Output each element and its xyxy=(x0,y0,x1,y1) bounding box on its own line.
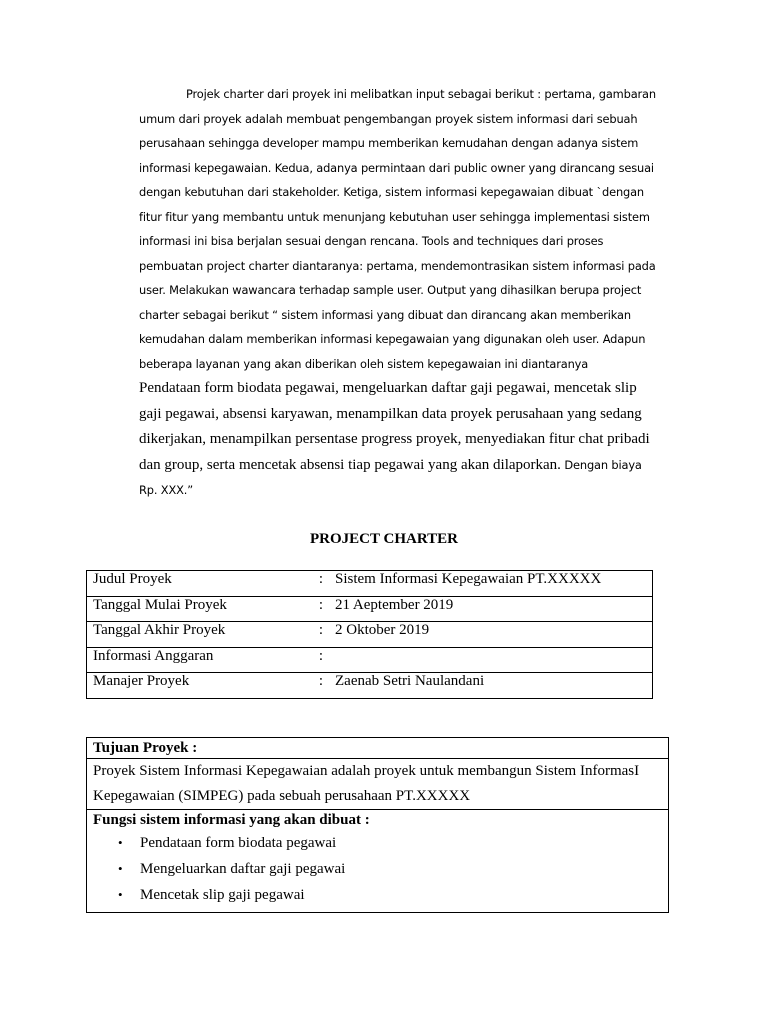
intro-line: informasi kepegawaian. Kedua, adanya permintaan dari public owner yang dirancang sesuai xyxy=(139,160,654,175)
table-row xyxy=(87,571,653,597)
row-label: Manajer Proyek xyxy=(87,673,314,699)
bullet-icon: • xyxy=(118,861,123,876)
goal-description-line: Proyek Sistem Informasi Kepegawaian adalah proyek untuk membangun Sistem InformasI xyxy=(93,763,640,779)
intro-line: pembuatan project charter diantaranya: pertama, mendemontrasikan sistem informasi pada xyxy=(139,258,656,273)
row-value xyxy=(329,647,653,673)
intro-line: user. Melakukan wawancara terhadap sample user. Output yang dihasilkan berupa project xyxy=(139,283,642,297)
row-separator: : xyxy=(313,571,329,597)
page-title: PROJECT CHARTER xyxy=(310,531,458,547)
intro-line: umum dari proyek adalah membuat pengembangan proyek sistem informasi dari sebuah xyxy=(139,111,638,126)
list-item-text: Mencetak slip gaji pegawai xyxy=(140,887,305,903)
functions-list xyxy=(93,830,662,912)
cost-value: Rp. XXX.” xyxy=(139,483,193,497)
list-item xyxy=(93,882,662,908)
bullet-icon: • xyxy=(118,835,123,850)
services-last-line xyxy=(139,453,679,479)
row-value: Sistem Informasi Kepegawaian PT.XXXXX xyxy=(329,571,653,597)
intro-line: kemudahan dalam memberikan informasi kepegawaian yang digunakan oleh user. Adapun xyxy=(139,332,646,346)
row-label: Tanggal Mulai Proyek xyxy=(87,596,314,622)
intro-line: charter sebagai berikut “ sistem informasi yang dibuat dan dirancang akan memberikan xyxy=(139,307,631,322)
row-label: Tanggal Akhir Proyek xyxy=(87,622,314,648)
row-label: Informasi Anggaran xyxy=(87,647,314,673)
table-row xyxy=(87,647,653,673)
intro-line: beberapa layanan yang akan diberikan oleh sistem kepegawaian ini diantaranya xyxy=(139,356,589,371)
intro-line: informasi ini bisa berjalan sesuai dengan rencana. Tools and techniques dari proses xyxy=(139,234,604,248)
services-line: dikerjakan, menampilkan persentase progress proyek, menyediakan fitur chat pribadi xyxy=(139,431,650,447)
list-item-text: Mengeluarkan daftar gaji pegawai xyxy=(140,861,346,877)
row-label: Judul Proyek xyxy=(87,571,314,597)
intro-line: Projek charter dari proyek ini melibatkan input sebagai berikut : pertama, gambaran xyxy=(186,87,656,101)
list-item xyxy=(93,856,662,882)
row-value: 2 Oktober 2019 xyxy=(329,622,653,648)
project-goal-box xyxy=(86,737,669,913)
functions-section xyxy=(87,810,668,912)
services-line: gaji pegawai, absensi karyawan, menampilkan data proyek perusahaan yang sedang xyxy=(139,405,642,422)
functions-title: Fungsi sistem informasi yang akan dibuat : xyxy=(93,812,370,828)
services-line: Pendataan form biodata pegawai, mengeluarkan daftar gaji pegawai, mencetak slip xyxy=(139,380,637,396)
intro-line: dengan kebutuhan dari stakeholder. Ketiga, sistem informasi kepegawaian dibuat `dengan xyxy=(139,185,644,199)
table-row xyxy=(87,673,653,699)
goal-description xyxy=(87,759,668,810)
services-last-text: dan group, serta mencetak absensi tiap pegawai yang akan dilaporkan. xyxy=(139,456,561,473)
table-row xyxy=(87,596,653,622)
project-info-table xyxy=(86,570,653,699)
row-separator: : xyxy=(313,673,329,699)
row-separator: : xyxy=(313,647,329,673)
row-separator: : xyxy=(313,596,329,622)
goal-header: Tujuan Proyek : xyxy=(87,738,668,759)
intro-line: fitur fitur yang membantu untuk menunjang kebutuhan user sehingga implementasi sistem xyxy=(139,209,650,224)
list-item-text: Pendataan form biodata pegawai xyxy=(140,835,337,851)
row-separator: : xyxy=(313,622,329,648)
table-row xyxy=(87,622,653,648)
row-value: Zaenab Setri Naulandani xyxy=(329,673,653,699)
intro-line: perusahaan sehingga developer mampu memberikan kemudahan dengan adanya sistem xyxy=(139,136,639,150)
bullet-icon: • xyxy=(118,887,123,902)
cost-label: Dengan biaya xyxy=(560,457,642,472)
intro-paragraph xyxy=(139,82,679,503)
goal-description-line: Kepegawaian (SIMPEG) pada sebuah perusahaan PT.XXXXX xyxy=(93,788,471,804)
list-item xyxy=(93,830,662,856)
row-value: 21 Aeptember 2019 xyxy=(329,596,653,622)
